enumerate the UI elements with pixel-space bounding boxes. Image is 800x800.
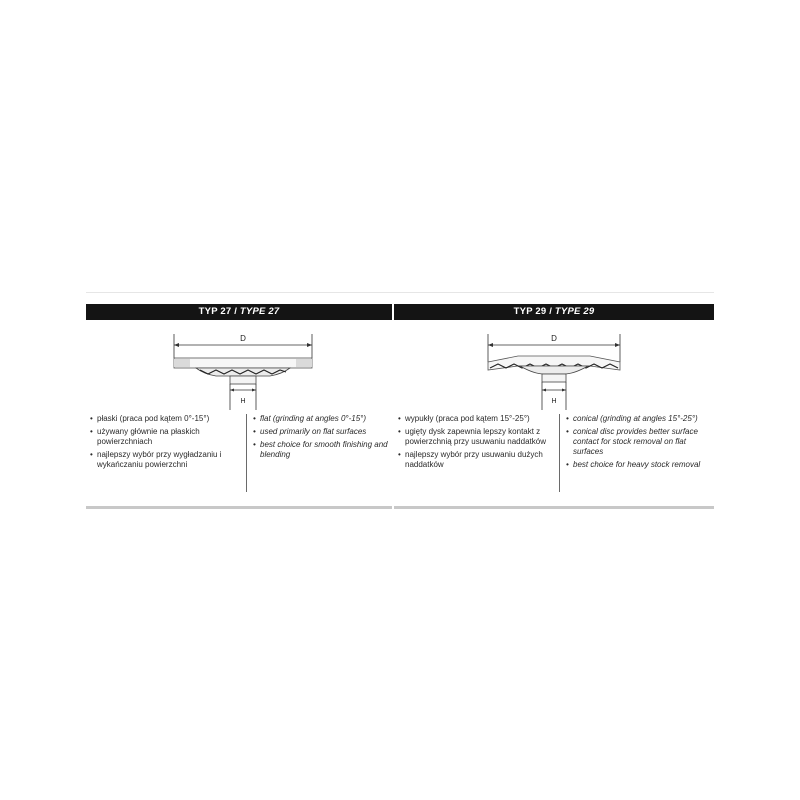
type29-dim-h-label: H xyxy=(551,398,557,405)
type27-bottom-bar xyxy=(86,506,392,509)
type27-disc-diagram xyxy=(86,328,392,412)
type27-features-pl xyxy=(86,414,246,492)
type27-dim-d-label: D xyxy=(240,334,246,343)
type27-feature-en-2: • used primarily on flat surfaces xyxy=(253,427,388,437)
type29-feature-pl-2: • ugięty dysk zapewnia lepszy kontakt z powierzchnią przy usuwaniu naddatków xyxy=(398,427,555,447)
type29-feature-en-2: • conical disc provides better surface contact for stock removal on flat surfaces xyxy=(566,427,710,457)
top-divider xyxy=(86,292,714,293)
type27-feature-en-3: • best choice for smooth finishing and blending xyxy=(253,440,388,460)
type27-panel xyxy=(86,304,392,509)
type29-features-pl xyxy=(394,414,559,492)
type27-features-en xyxy=(246,414,392,492)
type29-disc-diagram xyxy=(394,328,714,412)
type27-title-sep: / xyxy=(231,306,240,317)
type27-feature-en-1: • flat (grinding at angles 0°-15°) xyxy=(253,414,388,424)
type29-feature-en-3: • best choice for heavy stock removal xyxy=(566,460,710,470)
type29-dim-d-label: D xyxy=(551,334,557,343)
type29-features-en xyxy=(559,414,714,492)
type27-title-en: TYPE 27 xyxy=(239,306,280,317)
type29-title-sep: / xyxy=(546,306,555,317)
type29-title-band xyxy=(394,304,714,320)
type27-feature-columns xyxy=(86,414,392,492)
type27-feature-pl-2: • używany głównie na płaskich powierzchniach xyxy=(90,427,242,447)
type27-title-pl: TYP 27 xyxy=(198,306,232,317)
type27-feature-pl-3: • najlepszy wybór przy wygładzaniu i wykańczaniu powierzchni xyxy=(90,450,242,470)
type27-feature-pl-1: • płaski (praca pod kątem 0°-15°) xyxy=(90,414,242,424)
type29-feature-columns xyxy=(394,414,714,492)
type29-panel xyxy=(394,304,714,509)
type29-bottom-bar xyxy=(394,506,714,509)
type27-dim-h-label: H xyxy=(240,398,246,405)
type29-feature-pl-3: • najlepszy wybór przy usuwaniu dużych naddatków xyxy=(398,450,555,470)
type29-title-pl: TYP 29 xyxy=(513,306,547,317)
type29-feature-en-1: • conical (grinding at angles 15°-25°) xyxy=(566,414,710,424)
type29-feature-pl-1: • wypukły (praca pod kątem 15°-25°) xyxy=(398,414,555,424)
type29-title-en: TYPE 29 xyxy=(554,306,595,317)
type27-title-band xyxy=(86,304,392,320)
